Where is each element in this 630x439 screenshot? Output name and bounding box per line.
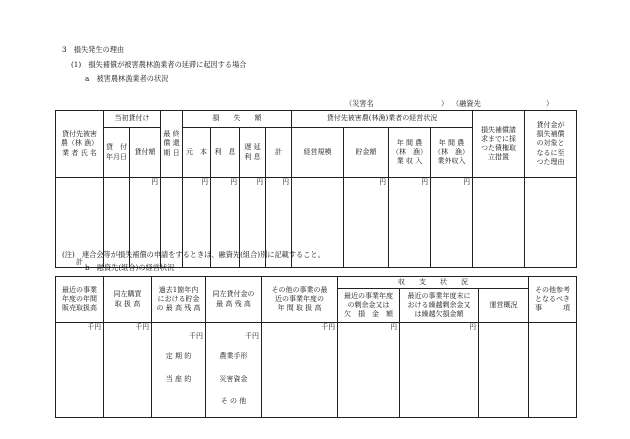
cell-recent-sales <box>56 323 104 418</box>
farmer-status-table <box>55 110 577 268</box>
cell-savings <box>344 178 389 268</box>
cell-other-notes <box>529 323 577 418</box>
unit-yen: 円 <box>390 323 397 331</box>
item-a-heading: a 被害農林漁業者の状況 <box>85 74 169 83</box>
col-savings: 貯金額 <box>344 128 389 178</box>
unit-thousand-yen: 千円 <box>245 332 259 341</box>
col-management: 運営概況 <box>479 289 529 323</box>
col-late-interest: 遅 延 利 息 <box>240 128 266 178</box>
loan-type-other: そ の 他 <box>220 397 247 406</box>
cell-carry-forward <box>400 323 479 418</box>
unit-yen: 円 <box>282 178 289 186</box>
unit-yen: 円 <box>379 178 386 186</box>
unit-yen: 円 <box>230 178 237 186</box>
savings-type-current: 当 座 的 <box>165 374 192 383</box>
cell-other-business <box>262 323 338 418</box>
cell-other-income <box>431 178 473 268</box>
cell-surplus-deficit <box>338 323 400 418</box>
unit-thousand-yen: 千円 <box>321 323 335 331</box>
disaster-name-close: ） <box>441 99 449 108</box>
loan-type-bill: 農業手形 <box>219 352 248 361</box>
unit-yen: 円 <box>151 178 158 186</box>
col-loss-reason: 貸付金が 損失補償 の対象と なるに至 つた理由 <box>525 111 577 178</box>
lender-status-table <box>55 276 577 418</box>
cell-management <box>479 323 529 418</box>
cell-max-loans <box>206 323 262 418</box>
col-carry-forward: 最近の事業年度末に おける繰越剰余金又 は繰越欠損金額 <box>400 289 479 323</box>
unit-yen: 円 <box>421 178 428 186</box>
col-total: 計 <box>266 128 292 178</box>
unit-yen: 円 <box>201 178 208 186</box>
group-business-status: 貸付先被害農(林漁)業者の経営状況 <box>292 111 473 128</box>
lender-close: ） <box>546 99 554 108</box>
lender-label: （融資先 <box>452 99 481 108</box>
col-final-repayment-date: 最 終 償 還 期 日 <box>161 111 183 178</box>
col-business-scale: 経営規模 <box>292 128 344 178</box>
cell-max-savings <box>152 323 206 418</box>
section-heading: 3 損失発生の理由 <box>62 45 125 54</box>
loan-type-disaster: 災害資金 <box>219 374 248 383</box>
cell-purchase <box>104 323 152 418</box>
note-text: (注) 連合会等が損失補償の申請をするときは、融資先(組合)別に記載すること。 <box>62 250 325 259</box>
savings-type-fixed: 定 期 的 <box>165 352 192 361</box>
cell-measures <box>473 178 525 268</box>
unit-thousand-yen: 千円 <box>135 323 149 331</box>
col-surplus-deficit: 最近の事業年度 の剰余金又は 欠 損 金 額 <box>338 289 400 323</box>
group-income-expense: 収 支 状 況 <box>338 277 529 289</box>
cell-reason <box>525 178 577 268</box>
col-annual-income: 年 間 農 （林 漁） 業 収 入 <box>389 128 431 178</box>
col-collection-measures: 損失補償請 求までに採 つた債権取 立措置 <box>473 111 525 178</box>
col-loan-date: 貸 付 年月日 <box>104 128 130 178</box>
item-b-heading: b 融資先(組合)の経営状況 <box>85 263 175 272</box>
col-other-income: 年 間 農 （林 漁） 業外収入 <box>431 128 473 178</box>
col-principal: 元 本 <box>183 128 211 178</box>
col-max-loans: 同左貸付金の 最 高 残 高 <box>206 277 262 323</box>
unit-yen: 円 <box>469 323 476 331</box>
col-interest: 利 息 <box>211 128 240 178</box>
group-initial-loan: 当初貸付け <box>104 111 161 128</box>
disaster-name-label: （災害名 <box>345 99 374 108</box>
cell-annual-income <box>389 178 431 268</box>
unit-yen: 円 <box>256 178 263 186</box>
col-max-savings: 過去1箇年内 における貯金 の 最 高 残 高 <box>152 277 206 323</box>
col-other-business: その他の事業の最 近の事業年度の 年 間 取 扱 高 <box>262 277 338 323</box>
col-other-notes: その他参考 となるべき 事 項 <box>529 277 577 323</box>
total-label: 計 <box>76 258 83 267</box>
unit-thousand-yen: 千円 <box>189 332 203 341</box>
col-recent-sales: 最近の事業 年度の年間 販売取扱高 <box>56 277 104 323</box>
subsection-heading: (1) 損失補償が被害農林漁業者の延滞に起因する場合 <box>71 60 247 69</box>
unit-thousand-yen: 千円 <box>87 323 101 331</box>
col-loan-amount: 貸付額 <box>130 128 161 178</box>
col-purchase-volume: 同左購買 取 扱 高 <box>104 277 152 323</box>
col-farmer-name: 貸付先被害 農（林 漁） 業 者 氏 名 <box>56 111 104 178</box>
unit-yen: 円 <box>463 178 471 186</box>
group-loss-amount: 損 失 額 <box>183 111 292 128</box>
